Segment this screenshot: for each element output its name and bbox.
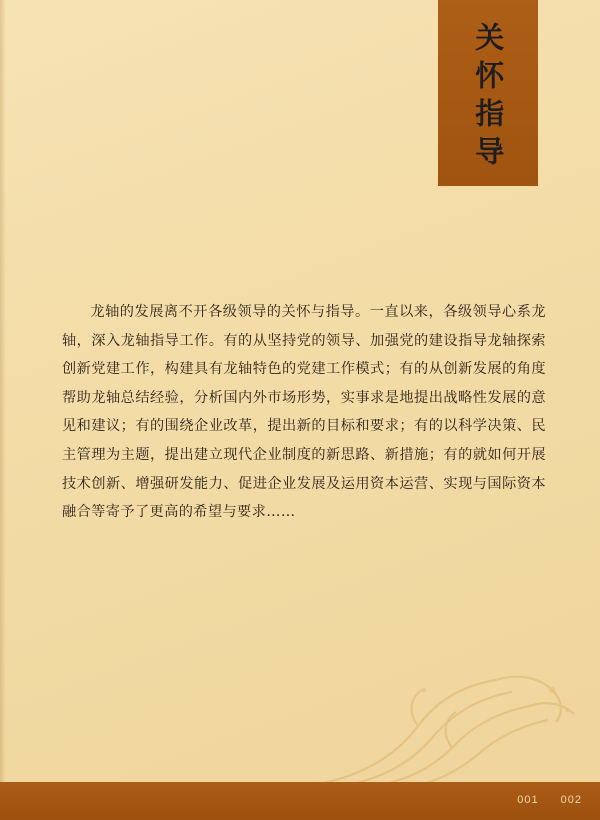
footer-bar	[0, 782, 600, 820]
page-number-right: 002	[560, 794, 582, 806]
body-paragraph: 龙轴的发展离不开各级领导的关怀与指导。一直以来，各级领导心系龙轴，深入龙轴指导工作。有的从坚持党的领导、加强党的建设指导龙轴探索创新党建工作，构建具有龙轴特色的党建工作模式；有的从创新发展的角度帮助龙轴总结经验，分析国内外市场形势，实事求是地提出战略性发展的意见和建议；有的围绕企业改革，提出新的目标和要求；有的以科学决策、民主管理为主题，提出建立现代企业制度的新思路、新措施；有的就如何开展技术创新、增强研发能力、促进企业发展及运用资本运营、实现与国际资本融合等寄予了更高的希望与要求……	[62, 304, 546, 521]
page-left-shadow	[0, 0, 6, 782]
page-number-left: 001	[517, 794, 539, 806]
phoenix-ornament-icon	[300, 660, 600, 790]
page-numbers	[517, 794, 582, 806]
section-title-block	[438, 0, 538, 186]
section-title: 关怀指导	[471, 22, 506, 174]
